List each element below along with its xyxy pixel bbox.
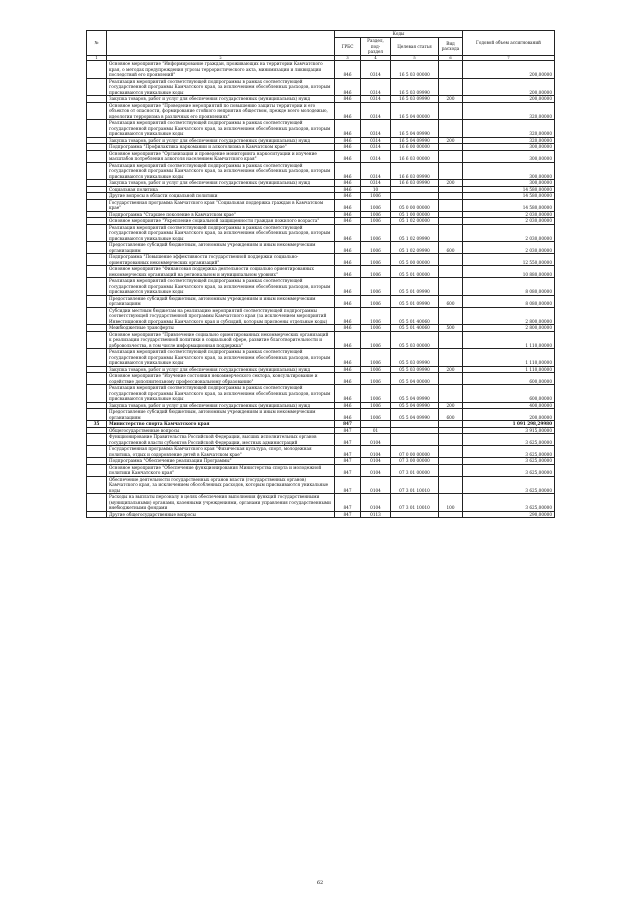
row-target [391, 511, 439, 518]
row-target: 16 5 03 09990 [391, 78, 439, 96]
row-section: 0314 [361, 61, 391, 79]
table-body [87, 61, 555, 518]
row-section: 1006 [361, 242, 391, 254]
row-amount: 8 080,00000 [463, 295, 555, 307]
row-section: 0104 [361, 476, 391, 494]
row-amount: 300,00000 [463, 180, 555, 187]
row-amount: 320,00000 [463, 120, 555, 138]
table-row [87, 464, 555, 476]
row-section: 0314 [361, 150, 391, 162]
row-section: 1006 [361, 254, 391, 266]
row-target: 16 5 04 09990 [391, 120, 439, 138]
row-number [87, 331, 107, 349]
row-section: 1006 [361, 295, 391, 307]
row-number [87, 385, 107, 403]
row-target: 05 1 02 09990 [391, 242, 439, 254]
row-name: Реализация мероприятий соответствующей подпрограммы в рамках соответствующей государственной программы Камчатского края, за исключением обособленных расходов, которым присваиваются уникальные коды [107, 120, 335, 138]
row-grbs: 846 [335, 180, 361, 187]
row-expense-type [439, 446, 463, 458]
row-name: Реализация мероприятий соответствующей подпрограммы в рамках соответствующей государственной программы Камчатского края, за исключением обособленных расходов, которым присваиваются уникальные коды [107, 278, 335, 296]
row-name: Подпрограмма "Обеспечение реализации Программы" [107, 458, 335, 465]
col-number: 4 [361, 55, 391, 61]
row-target: 05 5 01 40060 [391, 325, 439, 332]
row-target: 05 0 00 00000 [391, 199, 439, 211]
row-expense-type [439, 511, 463, 518]
row-section: 1006 [361, 409, 391, 421]
row-number [87, 349, 107, 367]
row-expense-type: 500 [439, 325, 463, 332]
row-amount: 2 800,00000 [463, 325, 555, 332]
row-name: Министерство спорта Камчатского края [107, 421, 335, 428]
row-expense-type: 200 [439, 137, 463, 144]
row-number [87, 102, 107, 120]
row-amount: 1 110,00000 [463, 331, 555, 349]
row-name: Основное мероприятие "Финансовая поддержка деятельности социально ориентированных некоммерческих организаций на региональном и муниципальном уровнях" [107, 266, 335, 278]
col-number: 6 [439, 55, 463, 61]
row-grbs: 846 [335, 385, 361, 403]
row-name: Реализация мероприятий соответствующей подпрограммы в рамках соответствующей государственной программы Камчатского края, за исключением обособленных расходов, которым присваиваются уникальные коды [107, 349, 335, 367]
row-name: Реализация мероприятий соответствующей подпрограммы в рамках соответствующей государственной программы Камчатского края, за исключением обособленных расходов, которым присваиваются уникальные коды [107, 78, 335, 96]
header-name [107, 31, 335, 56]
row-expense-type [439, 331, 463, 349]
row-number [87, 409, 107, 421]
row-section: 01 [361, 427, 391, 434]
row-amount: 2 800,00000 [463, 307, 555, 325]
row-grbs: 847 [335, 476, 361, 494]
table-row [87, 307, 555, 325]
row-section: 0104 [361, 464, 391, 476]
row-section: 1006 [361, 331, 391, 349]
row-grbs: 846 [335, 61, 361, 79]
row-name: Расходы на выплаты персоналу в целях обеспечения выполнения функций государственными (муниципальными) органами, казенными учреждениями, органами управления государственными внебюджетными фондами [107, 494, 335, 512]
row-section: 1006 [361, 211, 391, 218]
row-amount: 1 091 298,29980 [463, 421, 555, 428]
row-name: Предоставление субсидий бюджетным, автономным учреждениям и иным некоммерческим организациям [107, 409, 335, 421]
budget-table [86, 30, 555, 518]
table-row [87, 476, 555, 494]
row-grbs: 846 [335, 295, 361, 307]
table-row [87, 278, 555, 296]
row-target: 05 5 04 09990 [391, 409, 439, 421]
row-grbs: 846 [335, 349, 361, 367]
row-expense-type [439, 307, 463, 325]
row-grbs: 847 [335, 511, 361, 518]
row-expense-type [439, 254, 463, 266]
row-grbs: 846 [335, 366, 361, 373]
row-target: 16 5 04 00000 [391, 102, 439, 120]
row-target: 05 5 01 40060 [391, 307, 439, 325]
row-target [391, 434, 439, 446]
row-number [87, 511, 107, 518]
row-section: 1006 [361, 278, 391, 296]
row-number [87, 278, 107, 296]
table-row [87, 494, 555, 512]
row-grbs: 846 [335, 144, 361, 151]
row-section: 1006 [361, 218, 391, 225]
row-name: Подпрограмма "Старшее поколение в Камчатском крае" [107, 211, 335, 218]
row-section: 10 [361, 186, 391, 193]
row-section: 0104 [361, 434, 391, 446]
row-number [87, 266, 107, 278]
row-name: Основное мероприятие "Укрепление социальной защищенности граждан пожилого возраста" [107, 218, 335, 225]
row-number [87, 295, 107, 307]
col-number: 3 [335, 55, 361, 61]
row-amount: 1 110,00000 [463, 349, 555, 367]
row-section: 0314 [361, 120, 391, 138]
row-grbs: 846 [335, 224, 361, 242]
row-expense-type: 600 [439, 295, 463, 307]
header-annual: Годовой объем ассигнований [463, 31, 555, 56]
row-section: 1006 [361, 325, 391, 332]
row-grbs: 846 [335, 266, 361, 278]
row-target: 07 3 01 10010 [391, 494, 439, 512]
row-grbs: 846 [335, 409, 361, 421]
row-number [87, 254, 107, 266]
row-grbs: 846 [335, 120, 361, 138]
row-expense-type: 100 [439, 494, 463, 512]
row-target: 16 6 03 09990 [391, 162, 439, 180]
row-grbs: 846 [335, 137, 361, 144]
row-amount: 3 625,00000 [463, 446, 555, 458]
row-grbs: 847 [335, 494, 361, 512]
row-target: 05 5 00 00000 [391, 254, 439, 266]
row-grbs: 846 [335, 193, 361, 200]
header-no: № [87, 31, 107, 56]
row-amount: 14 580,00000 [463, 193, 555, 200]
row-grbs: 846 [335, 96, 361, 103]
row-name: Реализация мероприятий соответствующей подпрограммы в рамках соответствующей государственной программы Камчатского края, за исключением обособленных расходов, которым присваиваются уникальные коды [107, 224, 335, 242]
table-row [87, 199, 555, 211]
row-number [87, 199, 107, 211]
row-amount: 1 110,00000 [463, 366, 555, 373]
row-name: Обеспечение деятельности государственных органов власти (государственных органов) Камчатского края, за исключением обособленных расходов, которым присваиваются уникальные коды [107, 476, 335, 494]
row-name: Другие вопросы в области социальной политики [107, 193, 335, 200]
row-number [87, 150, 107, 162]
row-number [87, 120, 107, 138]
row-expense-type: 600 [439, 242, 463, 254]
row-number [87, 307, 107, 325]
row-grbs: 846 [335, 307, 361, 325]
row-amount: 200,00000 [463, 61, 555, 79]
row-number [87, 476, 107, 494]
table-row [87, 349, 555, 367]
row-amount: 12 550,00000 [463, 254, 555, 266]
row-target: 07 3 01 00000 [391, 464, 439, 476]
header-target: Целевая статья [391, 38, 439, 56]
row-name: Функционирование Правительства Российской Федерации, высших исполнительных органов государственной власти субъектов Российской Федерации, местных администраций [107, 434, 335, 446]
row-target: 05 5 01 00000 [391, 266, 439, 278]
table-row [87, 102, 555, 120]
row-section: 1006 [361, 224, 391, 242]
row-expense-type [439, 78, 463, 96]
table-row [87, 150, 555, 162]
row-grbs: 846 [335, 331, 361, 349]
row-expense-type [439, 349, 463, 367]
row-section: 0314 [361, 96, 391, 103]
col-number: 5 [391, 55, 439, 61]
row-section: 0314 [361, 78, 391, 96]
table-row [87, 331, 555, 349]
row-target: 05 5 01 09990 [391, 295, 439, 307]
row-number [87, 78, 107, 96]
row-expense-type: 200 [439, 402, 463, 409]
row-amount: 200,00000 [463, 96, 555, 103]
row-expense-type [439, 266, 463, 278]
row-grbs: 846 [335, 186, 361, 193]
row-target: 05 5 04 09990 [391, 402, 439, 409]
table-row [87, 162, 555, 180]
row-amount: 300,00000 [463, 144, 555, 151]
row-amount: 300,00000 [463, 150, 555, 162]
table-row [87, 409, 555, 421]
row-amount: 3 625,00000 [463, 494, 555, 512]
table-row [87, 295, 555, 307]
row-name: Основное мероприятие "Изучение состояния некоммерческого сектора, консультирование и содействие дополнительному профессиональному образованию" [107, 373, 335, 385]
row-target: 16 6 00 00000 [391, 144, 439, 151]
row-target: 16 5 03 09990 [391, 96, 439, 103]
row-amount: 2 030,00000 [463, 242, 555, 254]
row-section: 1006 [361, 402, 391, 409]
row-number: 35 [87, 421, 107, 428]
header-grbs: ГРБС [335, 38, 361, 56]
row-name: Предоставление субсидий бюджетным, автономным учреждениям и иным некоммерческим организациям [107, 295, 335, 307]
row-grbs: 846 [335, 402, 361, 409]
row-grbs: 846 [335, 242, 361, 254]
row-name: Закупка товаров, работ и услуг для обеспечения государственных (муниципальных) нужд [107, 180, 335, 187]
row-section: 0314 [361, 144, 391, 151]
row-amount: 290,00000 [463, 511, 555, 518]
row-expense-type [439, 385, 463, 403]
row-grbs: 846 [335, 218, 361, 225]
table-row [87, 61, 555, 79]
row-amount: 3 625,00000 [463, 458, 555, 465]
row-grbs: 846 [335, 211, 361, 218]
row-section: 1006 [361, 349, 391, 367]
row-section: 1006 [361, 193, 391, 200]
row-target: 16 5 04 09990 [391, 137, 439, 144]
row-target: 05 1 02 00000 [391, 218, 439, 225]
row-expense-type: 600 [439, 409, 463, 421]
row-amount: 320,00000 [463, 102, 555, 120]
row-expense-type [439, 150, 463, 162]
row-expense-type [439, 102, 463, 120]
row-name: Закупка товаров, работ и услуг для обеспечения государственных (муниципальных) нужд [107, 96, 335, 103]
row-amount: 600,00000 [463, 385, 555, 403]
row-amount: 3 625,00000 [463, 476, 555, 494]
col-number: 7 [463, 55, 555, 61]
row-section: 0314 [361, 137, 391, 144]
row-expense-type [439, 61, 463, 79]
row-number [87, 373, 107, 385]
row-amount: 600,00000 [463, 373, 555, 385]
row-expense-type: 200 [439, 96, 463, 103]
row-amount: 400,00000 [463, 402, 555, 409]
row-section: 0314 [361, 102, 391, 120]
row-name: Основное мероприятие "Организация и проведение мониторинга наркоситуации и изучение масштабов потребления алкоголя населением Камчатского края" [107, 150, 335, 162]
row-name: Реализация мероприятий соответствующей подпрограммы в рамках соответствующей государственной программы Камчатского края, за исключением обособленных расходов, которым присваиваются уникальные коды [107, 385, 335, 403]
table-row [87, 254, 555, 266]
row-target: 05 5 03 00000 [391, 331, 439, 349]
table-row [87, 511, 555, 518]
row-expense-type [439, 199, 463, 211]
row-number [87, 464, 107, 476]
row-expense-type [439, 373, 463, 385]
row-section: 1006 [361, 199, 391, 211]
row-section: 1006 [361, 385, 391, 403]
row-grbs: 846 [335, 102, 361, 120]
table-header [87, 31, 555, 61]
row-name: Предоставление субсидий бюджетным, автономным учреждениям и иным некоммерческим организациям [107, 242, 335, 254]
row-target: 16 5 03 00000 [391, 61, 439, 79]
row-name: Межбюджетные трансферты [107, 325, 335, 332]
row-grbs: 847 [335, 464, 361, 476]
row-expense-type [439, 476, 463, 494]
row-target: 16 6 03 00000 [391, 150, 439, 162]
row-target: 16 6 03 09990 [391, 180, 439, 187]
row-target: 07 0 00 00000 [391, 446, 439, 458]
table-row [87, 385, 555, 403]
row-amount: 3 625,00000 [463, 434, 555, 446]
row-amount: 320,00000 [463, 137, 555, 144]
row-section: 0104 [361, 494, 391, 512]
row-grbs: 847 [335, 446, 361, 458]
row-section: 0104 [361, 446, 391, 458]
row-name: Подпрограмма "Повышение эффективности государственной поддержки социально-ориентированных некоммерческих организаций" [107, 254, 335, 266]
row-name: Государственная программа Камчатского края "Социальная поддержка граждан в Камчатском крае" [107, 199, 335, 211]
row-name: Закупка товаров, работ и услуг для обеспечения государственных (муниципальных) нужд [107, 402, 335, 409]
row-number [87, 61, 107, 79]
row-grbs: 846 [335, 162, 361, 180]
row-number [87, 242, 107, 254]
row-grbs: 846 [335, 325, 361, 332]
row-expense-type: 200 [439, 180, 463, 187]
row-expense-type [439, 120, 463, 138]
row-name: Закупка товаров, работ и услуг для обеспечения государственных (муниципальных) нужд [107, 137, 335, 144]
row-target: 05 1 02 09990 [391, 224, 439, 242]
row-number [87, 162, 107, 180]
row-amount: 2 030,00000 [463, 224, 555, 242]
row-section: 0113 [361, 511, 391, 518]
table-row [87, 242, 555, 254]
row-grbs: 847 [335, 421, 361, 428]
row-expense-type: 200 [439, 366, 463, 373]
page-number: 62 [316, 880, 324, 886]
row-expense-type [439, 278, 463, 296]
row-section: 1006 [361, 266, 391, 278]
row-target: 05 5 04 00000 [391, 373, 439, 385]
row-target: 05 1 00 00000 [391, 211, 439, 218]
row-target: 05 5 01 09990 [391, 278, 439, 296]
row-grbs: 846 [335, 278, 361, 296]
row-amount: 10 880,00000 [463, 266, 555, 278]
row-name: Другие общегосударственные вопросы [107, 511, 335, 518]
row-target: 07 3 00 00000 [391, 458, 439, 465]
table-row [87, 373, 555, 385]
row-name: Государственная программа Камчатского края "Физическая культура, спорт, молодежная политика, отдых и оздоровление детей в Камчатском крае" [107, 446, 335, 458]
header-codes: Коды [335, 31, 463, 38]
row-amount: 200,00000 [463, 409, 555, 421]
row-number [87, 224, 107, 242]
row-name: Субсидии местным бюджетам на реализацию мероприятий соответствующей подпрограммы соответствующей государственной программы Камчатского края (за исключением мероприятий Инвестиционной программы Камчатского края и субсидий, которым присвоены отдельные коды) [107, 307, 335, 325]
header-section: Раздел, под- раздел [361, 38, 391, 56]
row-name: Общегосударственные вопросы [107, 427, 335, 434]
row-number [87, 434, 107, 446]
row-amount: 2 030,00000 [463, 211, 555, 218]
col-number: 2 [107, 55, 335, 61]
row-grbs: 846 [335, 254, 361, 266]
row-amount: 3 625,00000 [463, 464, 555, 476]
row-target: 07 3 01 10010 [391, 476, 439, 494]
row-name: Основное мероприятие "Привлечение социально ориентированных некоммерческих организаций к реализации государственной политики в социальной сфере, развитие благотворительности и добровольчества, в том числе информационная поддержка" [107, 331, 335, 349]
header-expense-type: Вид расхода [439, 38, 463, 56]
row-name: Подпрограмма "Профилактика наркомании и алкоголизма в Камчатском крае" [107, 144, 335, 151]
table-row [87, 78, 555, 96]
row-target: 05 5 04 09990 [391, 385, 439, 403]
table-row [87, 224, 555, 242]
row-target: 05 5 03 09990 [391, 366, 439, 373]
row-amount: 200,00000 [463, 78, 555, 96]
row-number [87, 446, 107, 458]
row-amount: 2 030,00000 [463, 218, 555, 225]
row-expense-type [439, 162, 463, 180]
row-name: Закупка товаров, работ и услуг для обеспечения государственных (муниципальных) нужд [107, 366, 335, 373]
table-row [87, 446, 555, 458]
row-section: 0104 [361, 458, 391, 465]
row-expense-type [439, 464, 463, 476]
row-name: Основное мероприятие "Информирование граждан, проживающих на территории Камчатского края, о методах предупреждения угрозы террористического акта, минимизации и ликвидации последствий его проявлений" [107, 61, 335, 79]
row-expense-type [439, 434, 463, 446]
row-amount: 14 580,00000 [463, 199, 555, 211]
row-name: Реализация мероприятий соответствующей подпрограммы в рамках соответствующей государственной программы Камчатского края, за исключением обособленных расходов, которым присваиваются уникальные коды [107, 162, 335, 180]
row-section: 1006 [361, 307, 391, 325]
row-name: Основное мероприятие "Обеспечение функционирования Министерства спорта и молодежной политики Камчатского края" [107, 464, 335, 476]
row-name: Социальная политика [107, 186, 335, 193]
row-grbs: 846 [335, 150, 361, 162]
row-section: 1006 [361, 366, 391, 373]
row-number [87, 494, 107, 512]
row-target: 05 5 03 09990 [391, 349, 439, 367]
row-expense-type [439, 224, 463, 242]
row-amount: 14 580,00000 [463, 186, 555, 193]
row-grbs: 847 [335, 427, 361, 434]
row-amount: 8 080,00000 [463, 278, 555, 296]
row-amount: 300,00000 [463, 162, 555, 180]
row-amount: 3 915,00000 [463, 427, 555, 434]
row-grbs: 846 [335, 373, 361, 385]
row-section: 1006 [361, 373, 391, 385]
table-row [87, 266, 555, 278]
row-grbs: 846 [335, 199, 361, 211]
col-number: 1 [87, 55, 107, 61]
table-row [87, 434, 555, 446]
row-grbs: 847 [335, 434, 361, 446]
row-section: 0314 [361, 180, 391, 187]
table-row [87, 120, 555, 138]
row-section: 0314 [361, 162, 391, 180]
row-grbs: 847 [335, 458, 361, 465]
row-name: Основное мероприятие "Проведение мероприятий по повышению защиты территории и его объектов от опасности, формирование стойкого неприятия обществом, прежде всего молодежью, идеологии терроризма в различных его проявлениях" [107, 102, 335, 120]
row-grbs: 846 [335, 78, 361, 96]
